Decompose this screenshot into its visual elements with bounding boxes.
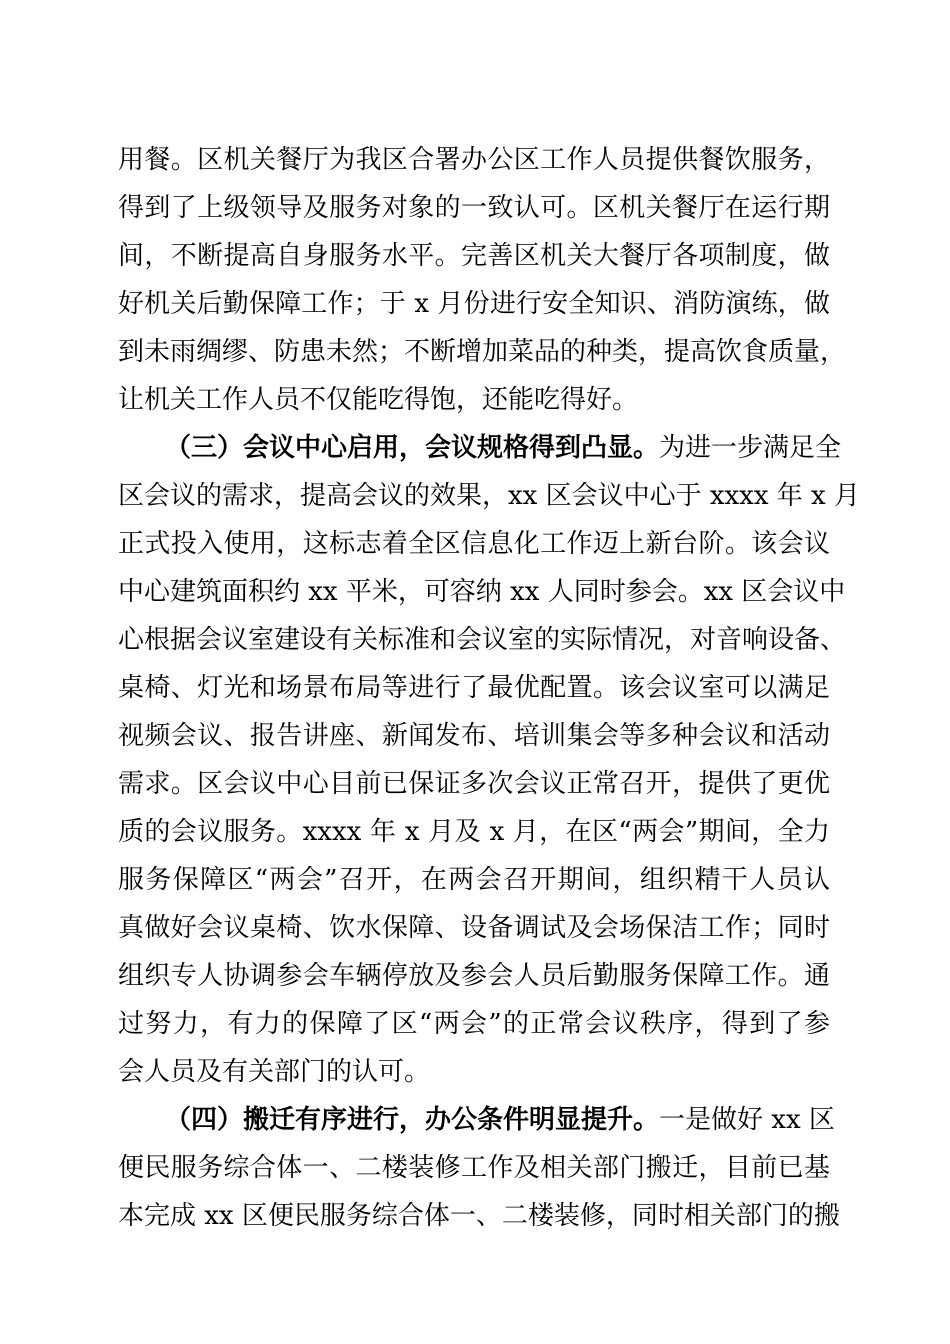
para2-line-8: 需求。区会议中心目前已保证多次会议正常召开，提供了更优 [118, 769, 830, 799]
para2-first-line-text: 为进一步满足全 [659, 433, 842, 463]
section-heading-3: （三）会议中心启用，会议规格得到凸显。 [165, 433, 660, 463]
para3-first-line-text: 一是做好 xx 区 [659, 1105, 835, 1135]
para1-line-3: 间，不断提高自身服务水平。完善区机关大餐厅各项制度，做 [118, 241, 830, 271]
para1-line-4: 好机关后勤保障工作；于 x 月份进行安全知识、消防演练，做 [118, 289, 830, 319]
para2-line-6: 桌椅、灯光和场景布局等进行了最优配置。该会议室可以满足 [118, 673, 830, 703]
para2-line-4: 中心建筑面积约 xx 平米，可容纳 xx 人同时参会。xx 区会议中 [118, 577, 846, 607]
para2-line-2: 区会议的需求，提高会议的效果，xx 区会议中心于 xxxx 年 x 月 [118, 481, 860, 511]
para2-line-10: 服务保障区“两会”召开，在两会召开期间，组织精干人员认 [118, 865, 830, 895]
para3-line-2: 便民服务综合体一、二楼装修工作及相关部门搬迁，目前已基 [118, 1153, 830, 1183]
para2-line-7: 视频会议、报告讲座、新闻发布、培训集会等多种会议和活动 [118, 721, 830, 751]
para2-line-11: 真做好会议桌椅、饮水保障、设备调试及会场保洁工作；同时 [118, 913, 830, 943]
para2-line-14: 会人员及有关部门的认可。 [118, 1057, 431, 1087]
para2-line-13: 过努力，有力的保障了区“两会”的正常会议秩序，得到了参 [118, 1009, 830, 1039]
para2-first-line [165, 424, 842, 472]
para1-line-6: 让机关工作人员不仅能吃得饱，还能吃得好。 [118, 385, 639, 415]
para1-line-5: 到未雨绸缪、防患未然；不断增加菜品的种类，提高饮食质量， [118, 337, 847, 367]
para2-line-3: 正式投入使用，这标志着全区信息化工作迈上新台阶。该会议 [118, 529, 830, 559]
para2-line-12: 组织专人协调参会车辆停放及参会人员后勤服务保障工作。通 [118, 961, 830, 991]
para2-line-5: 心根据会议室建设有关标准和会议室的实际情况，对音响设备、 [118, 625, 847, 655]
para3-first-line [165, 1096, 835, 1144]
section-heading-4: （四）搬迁有序进行，办公条件明显提升。 [165, 1105, 660, 1135]
para3-line-3: 本完成 xx 区便民服务综合体一、二楼装修，同时相关部门的搬 [118, 1201, 840, 1231]
para1-line-2: 得到了上级领导及服务对象的一致认可。区机关餐厅在运行期 [118, 193, 830, 223]
para1-line-1: 用餐。区机关餐厅为我区合署办公区工作人员提供餐饮服务， [118, 145, 830, 175]
para2-line-9: 质的会议服务。xxxx 年 x 月及 x 月，在区“两会”期间，全力 [118, 817, 830, 847]
